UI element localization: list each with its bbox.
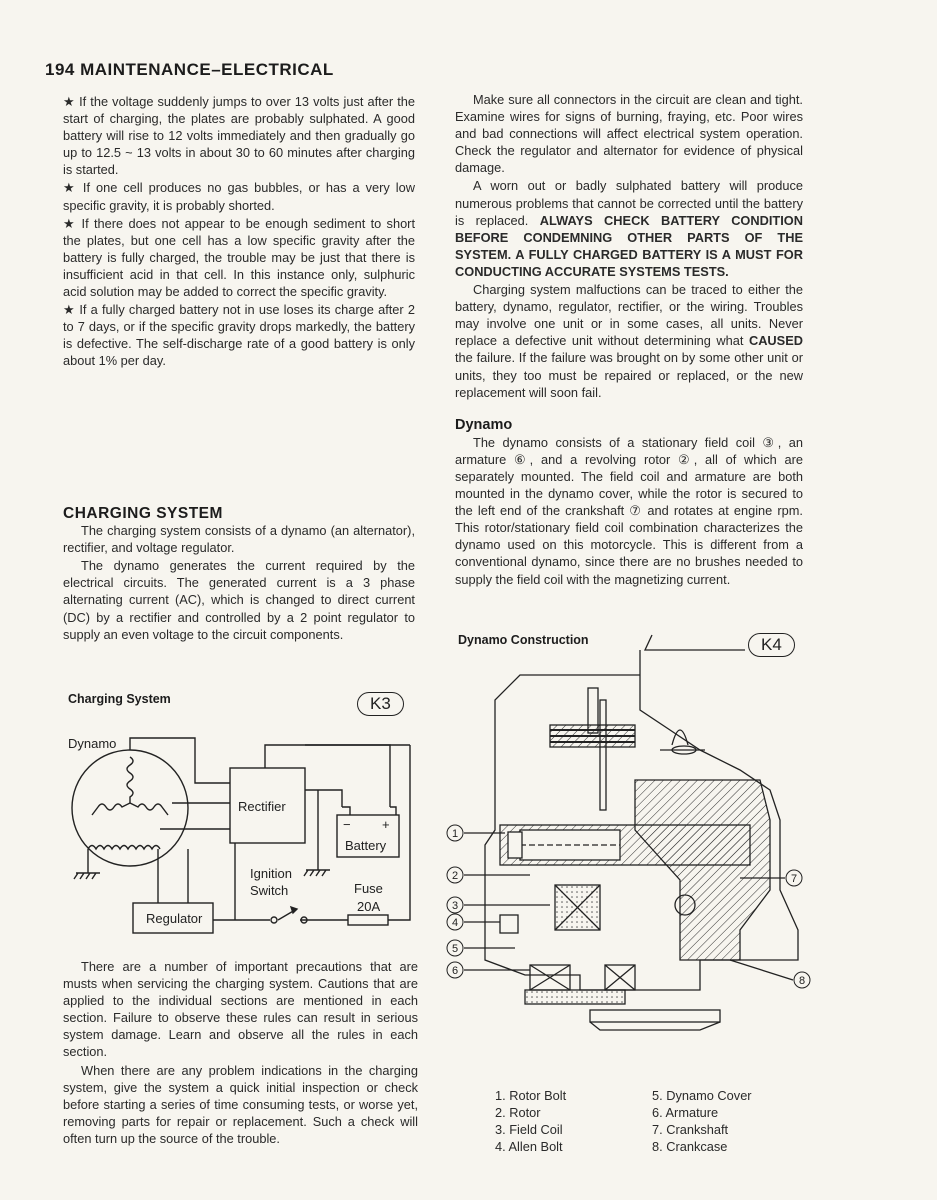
- label-battery-plus: +: [382, 817, 390, 832]
- emphasis-text: CAUSED: [748, 333, 803, 349]
- callout-5: 5: [452, 943, 459, 955]
- legend-item: 7. Crankshaft: [652, 1122, 729, 1137]
- charging-system-diagram: [60, 725, 420, 940]
- legend-item: 4. Allen Bolt: [495, 1139, 563, 1154]
- charging-system-heading: CHARGING SYSTEM: [63, 505, 223, 522]
- legend-item: 8. Crankcase: [652, 1139, 728, 1154]
- callout-8: 8: [799, 975, 806, 987]
- callout-7: 7: [791, 873, 798, 885]
- paragraph: The dynamo generates the current required by the electrical circuits. The generated current is a 3 phase alternating current (AC), which is changed to direct current (DC) by a rectifier and controlled by a 2 point regulator to supply an even voltage to the circuit components.: [63, 558, 415, 642]
- paragraph: [455, 281, 803, 401]
- crankcase: [635, 780, 770, 960]
- callout-3: 3: [452, 900, 459, 912]
- bullet-item: ★ If the voltage suddenly jumps to over 13 volts just after the start of charging, the plates are probably sulphated. A good battery will rise to 12 volts immediately and then gradually go up to 12.5 ~ 13 volts in about 30 to 60 minutes after charging is started.: [63, 93, 415, 178]
- figure-k3-caption: Charging System: [68, 692, 171, 706]
- winding-left: [92, 803, 130, 815]
- figure-k3-tag: K3: [357, 692, 404, 716]
- wire: [130, 738, 230, 783]
- figure-k4-caption: Dynamo Construction: [458, 633, 589, 647]
- label-rectifier: Rectifier: [238, 799, 286, 814]
- warning-text: ALWAYS CHECK BATTERY CONDITION BEFORE CONDEMNING OTHER PARTS OF THE SYSTEM. A FULLY CHARGED BATTERY IS A MUST FOR CONDUCTING ACCURATE SYSTEMS TESTS.: [455, 212, 803, 279]
- dynamo-circle: [72, 750, 188, 866]
- allen-bolt: [500, 915, 518, 933]
- label-fuse: Fuse: [354, 881, 383, 896]
- figure-k4-tag: K4: [748, 633, 795, 657]
- battery-terminals: [342, 807, 396, 815]
- dynamo-construction-diagram: [440, 630, 820, 1050]
- right-column-text: [455, 91, 803, 589]
- page-header: 194 MAINTENANCE–ELECTRICAL: [45, 60, 334, 79]
- callout-4: 4: [452, 917, 459, 929]
- legend-item: 5. Dynamo Cover: [652, 1088, 752, 1103]
- legend-item: 1. Rotor Bolt: [495, 1088, 567, 1103]
- paragraph: The dynamo consists of a stationary field coil ③, an armature ⑥, and a revolving rotor ②, all of which are separately mounted. The field coil and armature are both mounted in the dynamo cover, while the rotor is secured to the left end of the crankshaft ⑦ and rotates at engine rpm. This rotor/stationary field coil combination characterizes the dynamo used on this motorcycle. This is different from a conventional dynamo, since there are no brushes needed to supply the field coil with the magnetizing current.: [455, 434, 803, 587]
- paragraph: There are a number of important precautions that are musts when servicing the charging system. Cautions that are applied to the individual sections are mentioned in each section. Failure to observe these rules can result in serious system damage. Learn and observe all the rules in each section.: [63, 959, 418, 1060]
- ground-center: [304, 870, 330, 876]
- callout-2: 2: [452, 870, 459, 882]
- wire: [305, 790, 342, 807]
- label-ignition: Ignition: [250, 866, 292, 881]
- bullet-item: ★ If one cell produces no gas bubbles, or has a very low specific gravity, it is probably shorted.: [63, 179, 415, 213]
- ground-left: [74, 849, 100, 879]
- label-fuse-rating: 20A: [357, 899, 381, 914]
- ignition-switch: [260, 910, 322, 920]
- bullet-item: ★ If there does not appear to be enough sediment to short the plates, but one cell has a low specific gravity after the battery is fully charged, the trouble may be just that there is insufficient acid in that cell. In this instance only, sulphuric acid solution may be added to correct the specific gravity.: [63, 215, 415, 300]
- legend-item: 2. Rotor: [495, 1105, 541, 1120]
- left-column-top: [63, 93, 415, 371]
- figure-k4-legend-right: [652, 1087, 752, 1155]
- precautions-section: [63, 958, 418, 1148]
- fuse-symbol: [348, 915, 388, 925]
- wire: [398, 745, 410, 920]
- legend-item: 6. Armature: [652, 1105, 719, 1120]
- paragraph: Make sure all connectors in the circuit are clean and tight. Examine wires for signs of burning, fraying, etc. Poor wires and bad connections will affect electrical system operation. Check the regulator and alternator for evidence of physical damage.: [455, 92, 803, 176]
- paragraph: [455, 177, 803, 280]
- wire: [265, 745, 390, 807]
- label-switch: Switch: [250, 883, 289, 898]
- callout-6: 6: [452, 965, 459, 977]
- label-battery-minus: −: [343, 817, 351, 832]
- callout-1: 1: [452, 828, 459, 840]
- charging-section: [63, 505, 415, 644]
- field-coil: [88, 846, 160, 850]
- label-battery: Battery: [345, 838, 387, 853]
- dynamo-heading: Dynamo: [455, 416, 513, 433]
- winding-top: [127, 757, 133, 803]
- paragraph: The charging system consists of a dynamo (an alternator), rectifier, and voltage regulator.: [63, 523, 415, 556]
- paragraph-text: A worn out or badly sulphated battery will produce numerous problems that cannot be corrected until the battery is replaced.: [455, 178, 803, 228]
- bullet-item: ★ If a fully charged battery not in use loses its charge after 2 to 7 days, or if the specific gravity drops markedly, the battery is defective. The self-discharge rate of a good battery is only about 1% per day.: [63, 301, 415, 369]
- paragraph-text: the failure. If the failure was brought on by some other unit or units, they too must be repaired or replaced, or the new replacement will soon fail.: [455, 350, 803, 400]
- rotor-bolt: [508, 832, 522, 858]
- figure-k4-legend-left: [495, 1087, 566, 1155]
- legend-item: 3. Field Coil: [495, 1122, 563, 1137]
- label-dynamo: Dynamo: [68, 736, 117, 751]
- paragraph: When there are any problem indications in the charging system, give the system a quick initial inspection or check before starting a series of time consuming tests, or worse yet, removing parts for repair or replacement. Such a check will often turn up the source of the trouble.: [63, 1062, 418, 1146]
- winding-right: [130, 803, 168, 815]
- label-regulator: Regulator: [146, 911, 203, 926]
- paragraph-text: Charging system malfuctions can be traced to either the battery, dynamo, regulator, rectifier, or the wiring. Troubles may involve one unit or in some cases, all units. Never replace a defective unit without determining what: [455, 282, 803, 349]
